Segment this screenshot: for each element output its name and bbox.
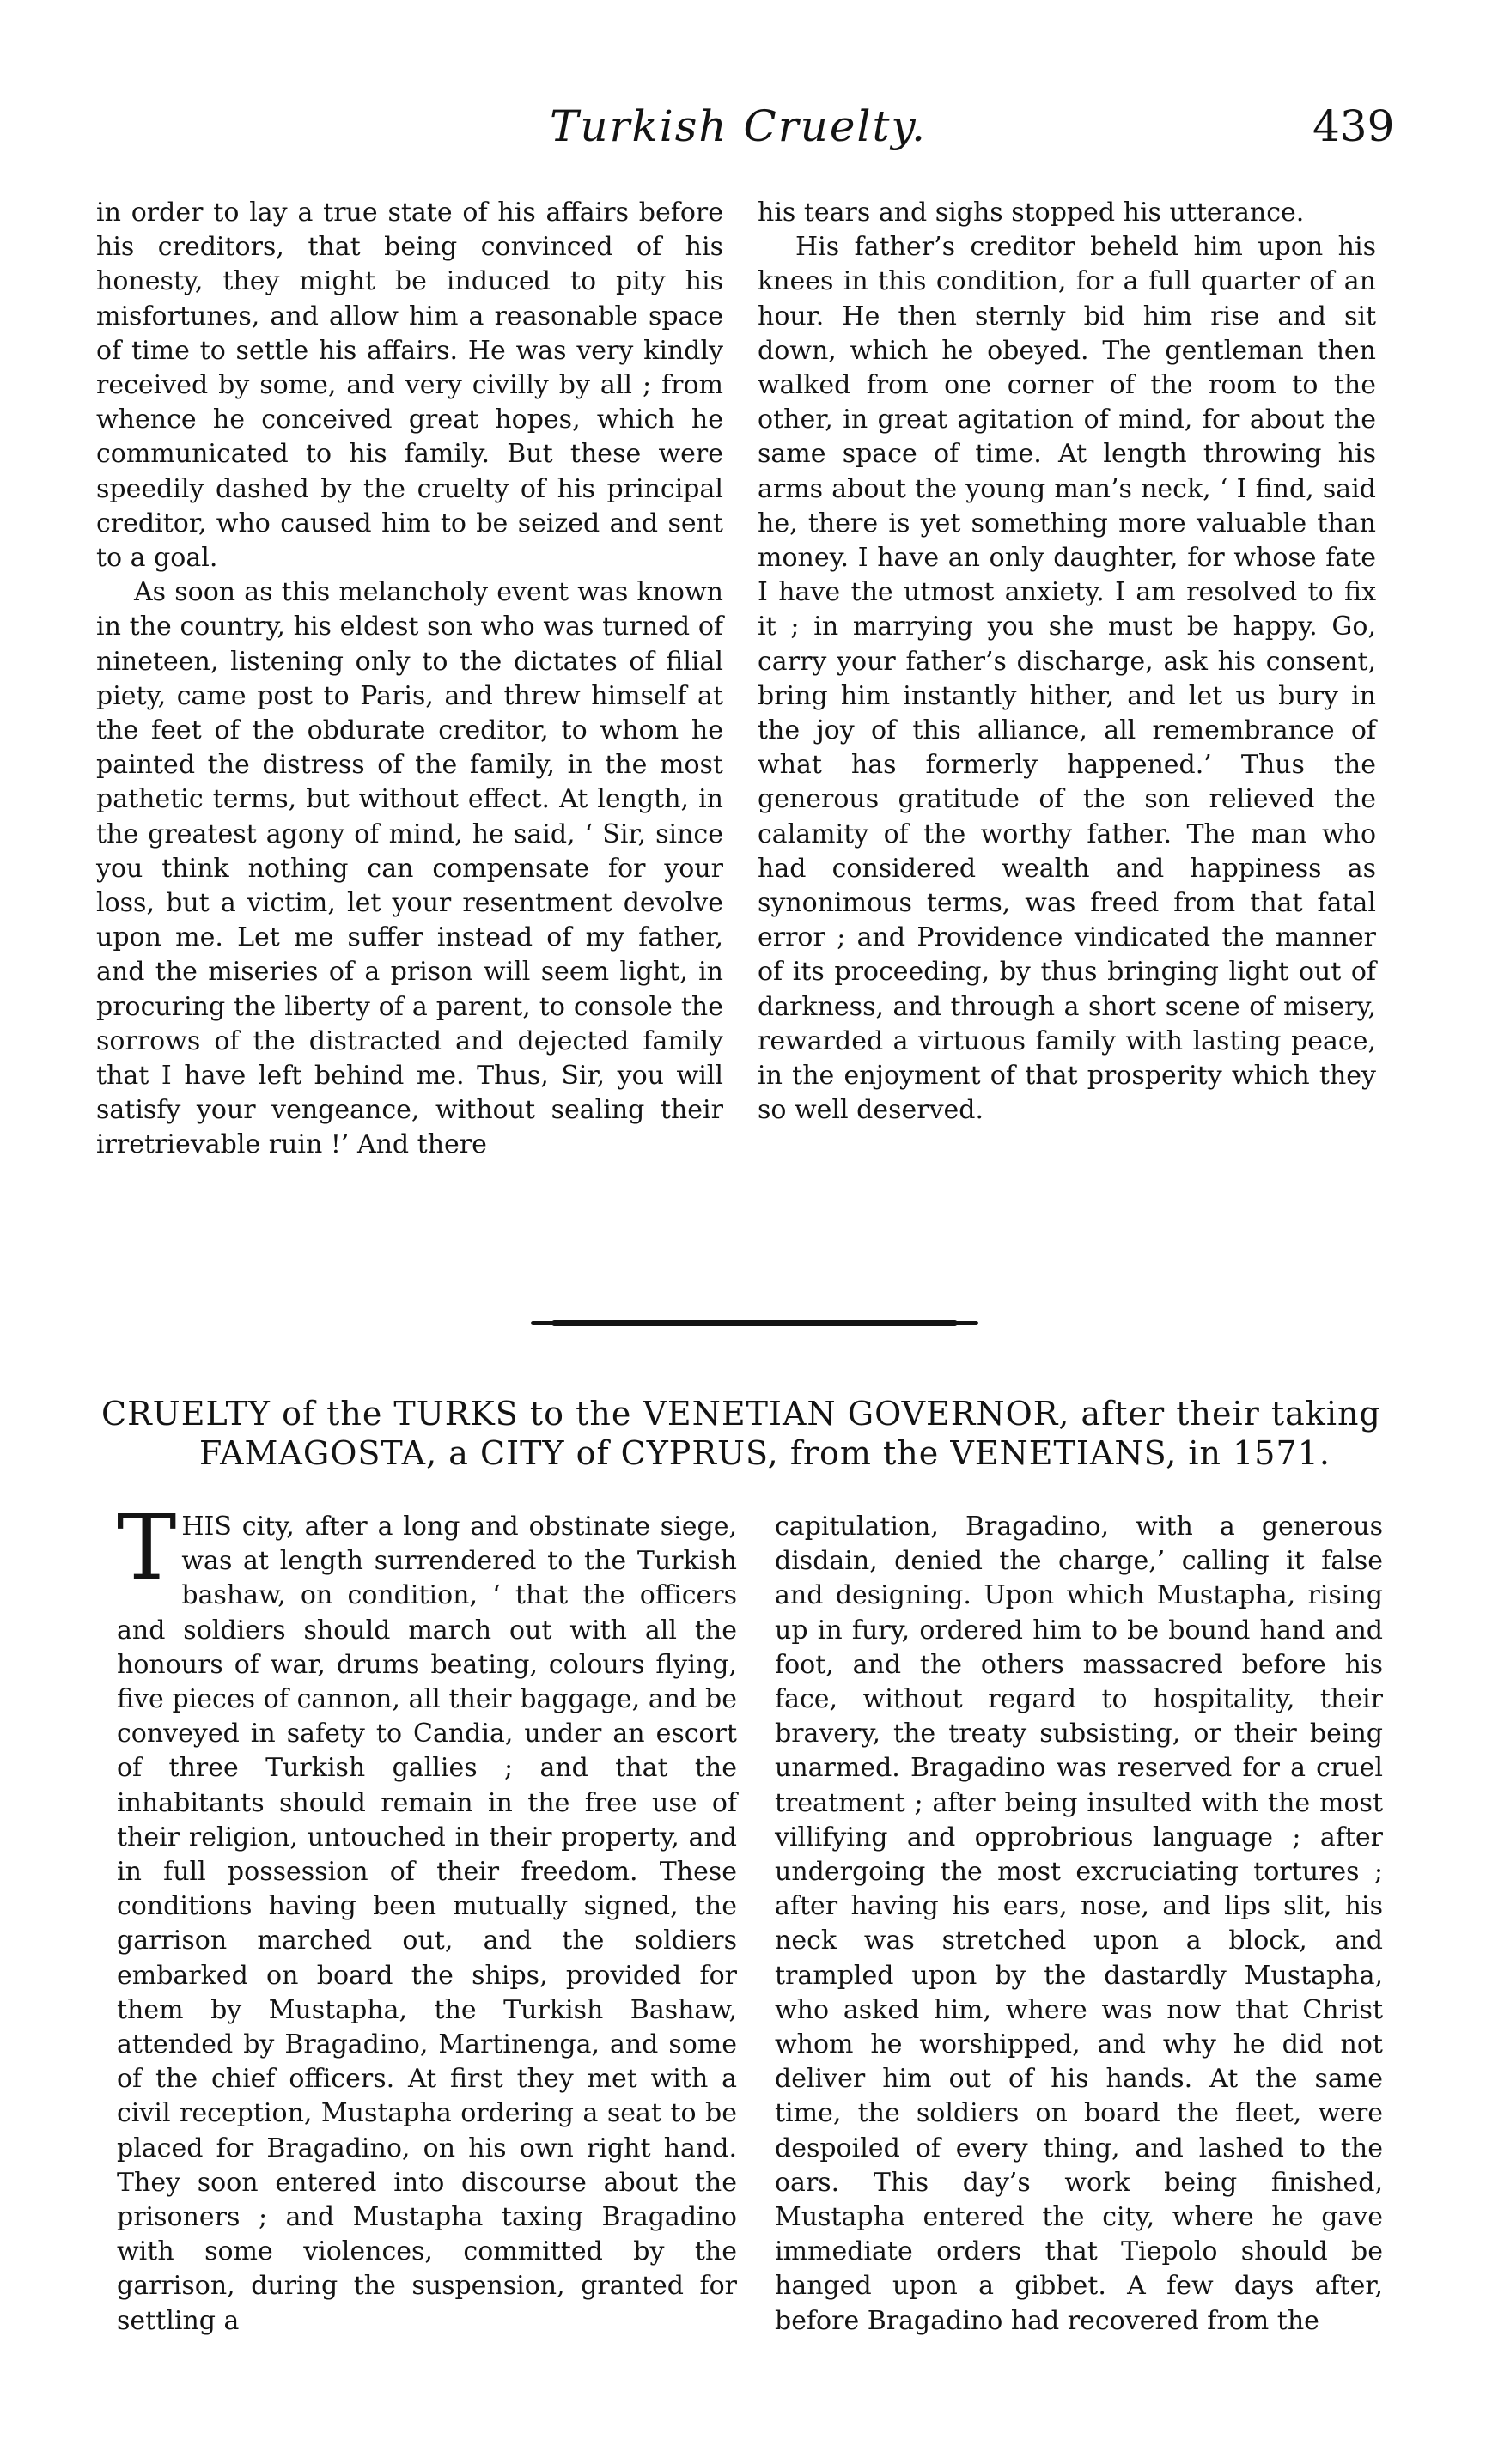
article1-left-column: [96, 196, 723, 1163]
article2-right-column: [775, 1510, 1383, 2339]
drop-cap: T: [117, 1495, 177, 1600]
section-divider-rule: [551, 1320, 958, 1326]
article2-left-paragraph: [117, 1495, 737, 2339]
article2-left-column: [117, 1495, 737, 2339]
article2-heading: [101, 1394, 1386, 1473]
article2-heading-line-1: CRUELTY of the TURKS to the VENETIAN GOVERNOR, after their taking: [101, 1395, 1381, 1433]
article2-left-text: HIS city, after a long and obstinate siege, was at length surrendered to the Turkish bashaw, on condition, ‘ that the officers and soldiers should march out with all the honours of war, drums beating, colours flying, five pieces of cannon, all their baggage, and be conveyed in safety to Candia, under an escort of three Turkish gallies ; and that the inhabitants should remain in the free use of their religion, untouched in their property, and in full possession of their freedom. These conditions having been mutually signed, the garrison marched out, and the soldiers embarked on board the ships, provided for them by Mustapha, the Turkish Bashaw, attended by Bragadino, Martinenga, and some of the chief officers. At first they met with a civil reception, Mustapha ordering a seat to be placed for Bragadino, on his own right hand. They soon entered into discourse about the prisoners ; and Mustapha taxing Bragadino with some violences, committed by the garrison, during the suspension, granted for settling a: [117, 1512, 737, 2336]
running-title: Turkish Cruelty.: [550, 101, 928, 151]
article1-right-paragraph-1: his tears and sighs stopped his utterance.: [758, 198, 1305, 228]
article2-right-paragraph: capitulation, Bragadino, with a generous disdain, denied the charge,’ calling it false and designing. Upon which Mustapha, rising up in fury, ordered him to be bound hand and foot, and the others massacred before his face, without regard to hospitality, their bravery, the treaty subsisting, or their being unarmed. Bragadino was reserved for a cruel treatment ; after being insulted with the most villifying and opprobrious language ; after undergoing the most excruciating tortures ; after having his ears, nose, and lips slit, his neck was stretched upon a block, and trampled upon by the dastardly Mustapha, who asked him, where was now that Christ whom he worshipped, and why he did not deliver him out of his hands. At the same time, the soldiers on board the fleet, were despoiled of every thing, and lashed to the oars. This day’s work being finished, Mustapha entered the city, where he gave immediate orders that Tiepolo should be hanged upon a gibbet. A few days after, before Bragadino had recovered from the: [775, 1512, 1383, 2336]
article1-left-paragraph-1: in order to lay a true state of his affairs before his creditors, that being convinced of his honesty, they might be induced to pity his misfortunes, and allow him a reasonable space of time to settle his affairs. He was very kindly received by some, and very civilly by all ; from whence he conceived great hopes, which he communicated to his family. But these were speedily dashed by the cruelty of his principal creditor, who caused him to be seized and sent to a goal.: [96, 198, 723, 574]
running-head: [0, 101, 1486, 161]
page-number: 439: [1312, 101, 1395, 151]
article2-heading-line-2: FAMAGOSTA, a CITY of CYPRUS, from the VENETIANS, in 1571.: [199, 1434, 1331, 1472]
article1-right-paragraph-2: His father’s creditor beheld him upon his knees in this condition, for a full quarter of an hour. He then sternly bid him rise and sit down, which he obeyed. The gentleman then walked from one corner of the room to the other, in great agitation of mind, for about the same space of time. At length throwing his arms about the young man’s neck, ‘ I find, said he, there is yet something more valuable than money. I have an only daughter, for whose fate I have the utmost anxiety. I am resolved to fix it ; in marrying you she must be happy. Go, carry your father’s discharge, ask his consent, bring him instantly hither, and let us bury in the joy of this alliance, all remembrance of what has formerly happened.’ Thus the generous gratitude of the son relieved the calamity of the worthy father. The man who had considered wealth and happiness as synonimous terms, was freed from that fatal error ; and Providence vindicated the manner of its proceeding, by thus bringing light out of darkness, and through a short scene of misery, rewarded a virtuous family with lasting peace, in the enjoyment of that prosperity which they so well deserved.: [758, 232, 1376, 1126]
article1-right-column: [758, 196, 1376, 1128]
article1-left-paragraph-2: As soon as this melancholy event was known in the country, his eldest son who was turned of nineteen, listening only to the dictates of filial piety, came post to Paris, and threw himself at the feet of the obdurate creditor, to whom he painted the distress of the family, in the most pathetic terms, but without effect. At length, in the greatest agony of mind, he said, ‘ Sir, since you think nothing can compensate for your loss, but a victim, let your resentment devolve upon me. Let me suffer instead of my father, and the miseries of a prison will seem light, in procuring the liberty of a parent, to console the sorrows of the distracted and dejected family that I have left behind me. Thus, Sir, you will satisfy your vengeance, without sealing their irretrievable ruin !’ And there: [96, 577, 723, 1160]
